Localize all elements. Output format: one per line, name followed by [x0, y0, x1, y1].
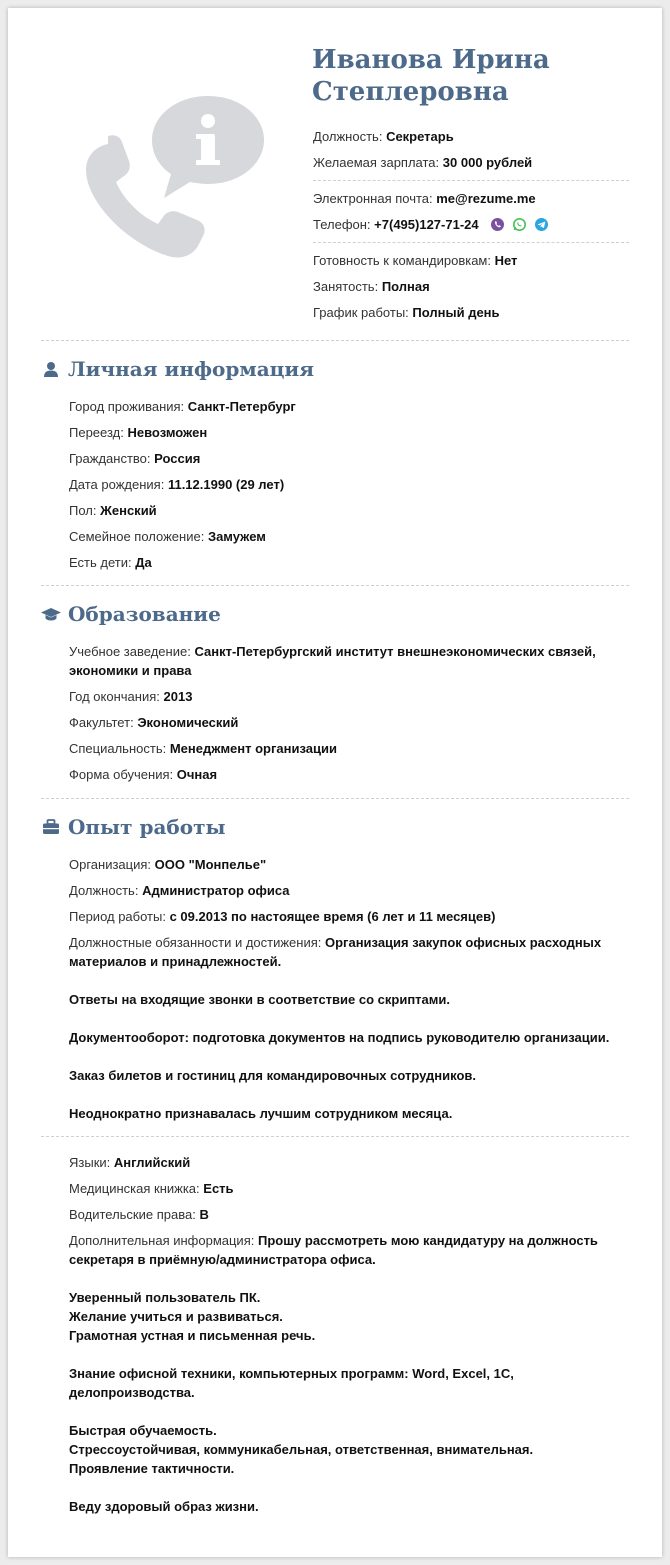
relocation-field: Переезд: Невозможен — [69, 425, 208, 440]
info-paragraph: Уверенный пользователь ПК. Желание учиться и развиваться. Грамотная устная и письменная речь. — [69, 1290, 316, 1343]
phone-link[interactable]: +7(495)127-71-24 — [374, 217, 479, 232]
marital-status-field: Семейное положение: Замужем — [69, 529, 266, 544]
languages-field: Языки: Английский — [69, 1155, 191, 1170]
info-paragraph: Быстрая обучаемость. Стрессоустойчивая, коммуникабельная, ответственная, внимательная. Проявление тактичности. — [69, 1423, 534, 1476]
job-title-field: Должность: Администратор офиса — [69, 883, 290, 898]
resume-sheet — [8, 8, 662, 1557]
duty-paragraph: Ответы на входящие звонки в соответствие со скриптами. — [69, 992, 450, 1007]
header-fields — [313, 124, 629, 326]
briefcase-icon — [41, 815, 61, 831]
section-divider — [41, 1136, 629, 1137]
citizenship-field: Гражданство: Россия — [69, 451, 201, 466]
faculty-field: Факультет: Экономический — [69, 715, 239, 730]
user-icon — [41, 357, 61, 373]
children-field: Есть дети: Да — [69, 555, 152, 570]
personal-section — [69, 394, 634, 579]
additional-info-field: Дополнительная информация: Прошу рассмотреть мою кандидатуру на должность секретаря в приёмную/администратора офиса. — [69, 1233, 598, 1267]
viber-icon[interactable] — [491, 214, 504, 227]
education-section-title: Образование — [41, 601, 221, 627]
specialty-field: Специальность: Менеджмент организации — [69, 741, 337, 756]
divider — [313, 180, 629, 181]
whatsapp-icon[interactable] — [513, 214, 526, 227]
duty-paragraph: Документооборот: подготовка документов на подпись руководителю организации. — [69, 1030, 610, 1045]
info-paragraph: Веду здоровый образ жизни. — [69, 1499, 259, 1514]
work-period-field: Период работы: с 09.2013 по настоящее время (6 лет и 11 месяцев) — [69, 909, 496, 924]
experience-section-title: Опыт работы — [41, 814, 226, 840]
email-link[interactable]: me@rezume.me — [436, 191, 536, 206]
employment-field: Занятость: Полная — [313, 279, 430, 294]
info-paragraph: Знание офисной техники, компьютерных программ: Word, Excel, 1C, делопроизводства. — [69, 1366, 514, 1400]
salary-field: Желаемая зарплата: 30 000 рублей — [313, 155, 533, 170]
medical-book-field: Медицинская книжка: Есть — [69, 1181, 234, 1196]
birthdate-field: Дата рождения: 11.12.1990 (29 лет) — [69, 477, 285, 492]
personal-section-title: Личная информация — [41, 356, 314, 382]
organization-field: Организация: ООО "Монпелье" — [69, 857, 267, 872]
duty-paragraph: Неоднократно признавалась лучшим сотрудником месяца. — [69, 1106, 453, 1121]
section-divider — [41, 340, 629, 341]
name-line-2: Степлеровна — [312, 77, 509, 107]
candidate-name — [312, 44, 642, 108]
driver-license-field: Водительские права: B — [69, 1207, 209, 1222]
institution-field: Учебное заведение: Санкт-Петербургский институт внешнеэкономических связей, экономики и права — [69, 644, 596, 678]
graduation-year-field: Год окончания: 2013 — [69, 689, 193, 704]
graduation-cap-icon — [41, 602, 61, 618]
study-form-field: Форма обучения: Очная — [69, 767, 218, 782]
name-line-1: Иванова Ирина — [312, 45, 550, 75]
additional-section — [69, 1150, 634, 1535]
divider — [313, 242, 629, 243]
duties-field: Должностные обязанности и достижения: Организация закупок офисных расходных материалов и принадлежностей. — [69, 935, 602, 969]
position-field: Должность: Секретарь — [313, 129, 454, 144]
phone-field: Телефон: +7(495)127-71-24 — [313, 212, 629, 238]
city-field: Город проживания: Санкт-Петербург — [69, 399, 296, 414]
photo-placeholder-icon — [68, 74, 283, 274]
section-divider — [41, 798, 629, 799]
telegram-icon[interactable] — [535, 214, 548, 227]
email-field: Электронная почта: me@rezume.me — [313, 191, 536, 206]
education-section — [69, 639, 634, 791]
duty-paragraph: Заказ билетов и гостиниц для командировочных сотрудников. — [69, 1068, 477, 1083]
gender-field: Пол: Женский — [69, 503, 157, 518]
section-divider — [41, 585, 629, 586]
experience-section — [69, 852, 634, 1142]
schedule-field: График работы: Полный день — [313, 305, 500, 320]
travel-readiness-field: Готовность к командировкам: Нет — [313, 253, 518, 268]
